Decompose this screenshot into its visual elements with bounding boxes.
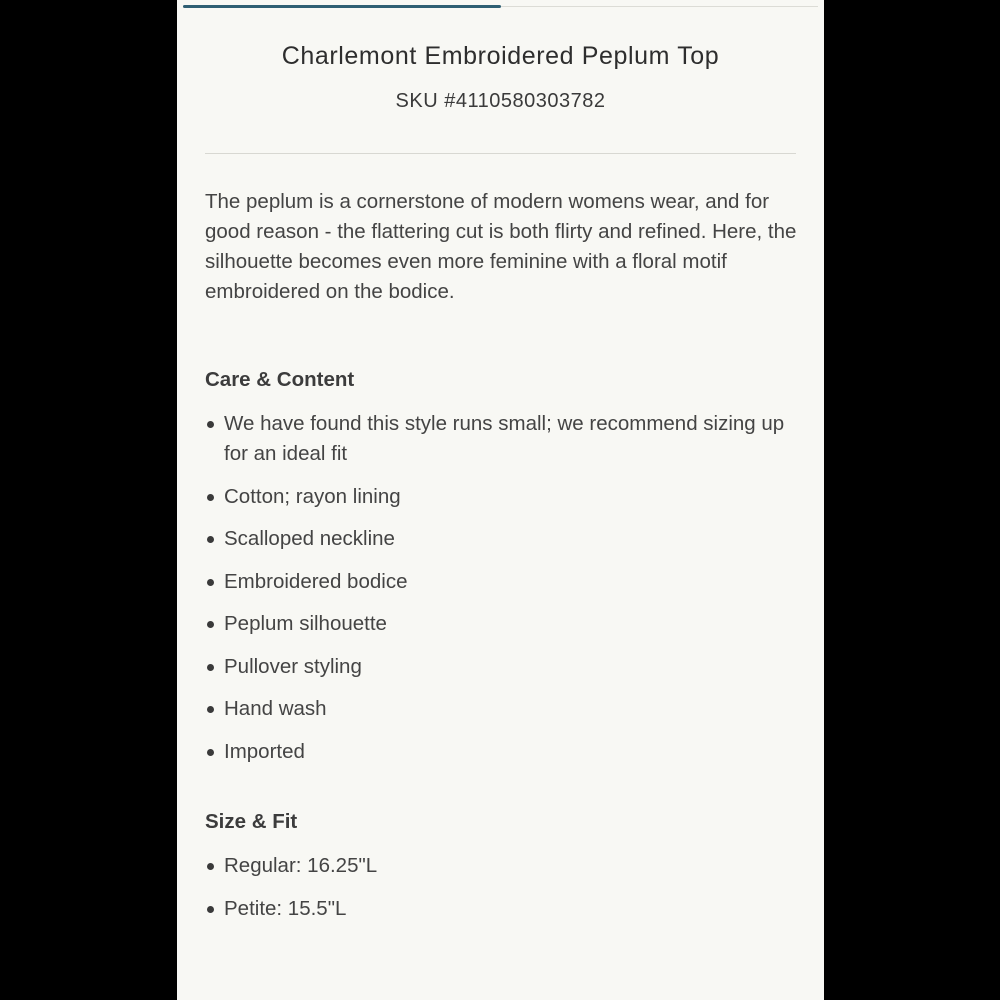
- list-item-text: Scalloped neckline: [224, 527, 395, 550]
- bullet-icon: [207, 906, 214, 913]
- bullet-icon: [207, 494, 214, 501]
- care-content-list: [205, 409, 805, 779]
- list-item: [205, 482, 805, 512]
- list-item: [205, 894, 805, 924]
- list-item: [205, 567, 805, 597]
- list-item-text: Embroidered bodice: [224, 569, 408, 593]
- list-item: [205, 409, 805, 469]
- list-item: [205, 652, 805, 682]
- bullet-icon: [207, 706, 214, 713]
- tab-track: [501, 6, 818, 7]
- care-content-heading: Care & Content: [205, 368, 355, 391]
- list-item: [205, 609, 805, 639]
- size-fit-list: [205, 851, 805, 936]
- list-item: [205, 524, 805, 554]
- list-item: [205, 851, 805, 881]
- bullet-icon: [207, 749, 214, 756]
- product-description: The peplum is a cornerstone of modern womens wear, and for good reason - the flattering cut is both flirty and refined. Here, the silhouette becomes even more feminine with a floral motif embroidered on the bodice.: [205, 190, 797, 303]
- list-item-text: Peplum silhouette: [224, 612, 387, 635]
- list-item-text: Hand wash: [224, 697, 327, 720]
- list-item-text: We have found this style runs small; we recommend sizing up for an ideal fit: [224, 412, 785, 465]
- list-item-text: Cotton; rayon lining: [224, 484, 401, 508]
- product-sku: SKU #4110580303782: [395, 90, 606, 112]
- bullet-icon: [207, 421, 214, 428]
- bullet-icon: [207, 621, 214, 628]
- bullet-icon: [207, 863, 214, 870]
- divider: [205, 153, 796, 154]
- bullet-icon: [207, 579, 214, 586]
- list-item: [205, 694, 805, 724]
- list-item: [205, 737, 805, 767]
- bullet-icon: [207, 664, 214, 671]
- list-item-text: Regular: 16.25"L: [224, 854, 378, 877]
- list-item-text: Imported: [224, 739, 305, 763]
- bullet-icon: [207, 536, 214, 543]
- product-title: Charlemont Embroidered Peplum Top: [281, 42, 720, 70]
- product-details-panel: [177, 0, 824, 1000]
- size-fit-heading: Size & Fit: [205, 810, 298, 833]
- list-item-text: Petite: 15.5"L: [224, 896, 347, 920]
- list-item-text: Pullover styling: [224, 654, 362, 678]
- active-tab-indicator: [183, 5, 501, 8]
